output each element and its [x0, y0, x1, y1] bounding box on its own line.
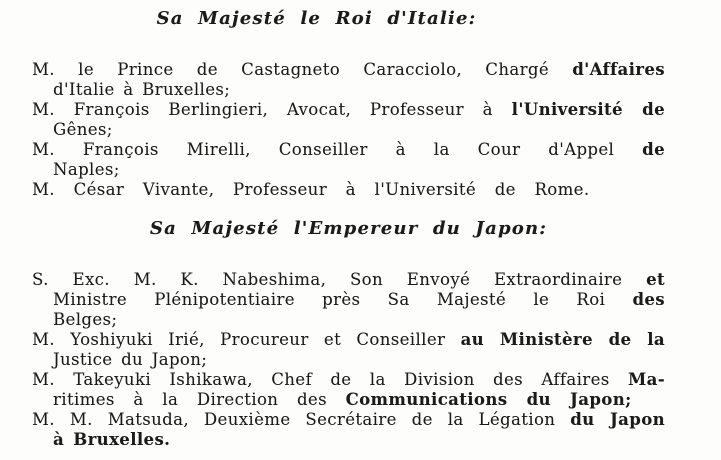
delegate-line: [32, 180, 665, 200]
delegate-line: [32, 370, 665, 390]
line-text: M. M. Matsuda, Deuxième Secrétaire de la Légation: [32, 410, 571, 429]
line-text-bold: de: [642, 140, 665, 159]
delegate-line: [32, 270, 665, 290]
line-text: M. François Mirelli, Conseiller à la Cour d'Appel: [32, 140, 643, 159]
delegate-line: [32, 410, 665, 430]
delegate-line: [32, 160, 665, 180]
line-text-bold: des: [632, 290, 665, 309]
line-text: M. François Berlingieri, Avocat, Professeur à: [32, 100, 512, 119]
line-text: Gênes;: [53, 120, 113, 139]
line-text-bold: à Bruxelles.: [53, 430, 171, 449]
line-text: Ministre Plénipotentiaire près Sa Majesté le Roi: [53, 290, 633, 309]
delegate-line: [32, 80, 665, 100]
delegates-list-italy: [32, 60, 665, 200]
text-column: [32, 0, 665, 450]
line-text: M. César Vivante, Professeur à l'Université de Rome.: [32, 180, 590, 199]
delegate-line: [32, 100, 665, 120]
delegate-line: [32, 390, 665, 410]
section-heading-japan: Sa Majesté l'Empereur du Japon:: [149, 218, 548, 239]
delegate-line: [32, 120, 665, 140]
line-text: S. Exc. M. K. Nabeshima, Son Envoyé Extraordinaire: [32, 270, 647, 289]
delegates-list-japan: [32, 270, 665, 450]
line-text: Belges;: [53, 310, 118, 329]
line-text-bold: au Ministère de la: [460, 330, 666, 349]
delegate-line: [32, 350, 665, 370]
delegate-line: [32, 430, 665, 450]
line-text: Justice du Japon;: [53, 350, 208, 369]
line-text-bold: Ma-: [627, 370, 665, 389]
section-heading-italy: Sa Majesté le Roi d'Italie:: [156, 8, 477, 29]
delegate-line: [32, 330, 665, 350]
line-text: d'Italie à Bruxelles;: [53, 80, 231, 99]
line-text: M. le Prince de Castagneto Caracciolo, Chargé: [32, 60, 573, 79]
delegate-line: [32, 140, 665, 160]
delegate-line: [32, 290, 665, 310]
delegate-line: [32, 310, 665, 330]
line-text-bold: d'Affaires: [572, 60, 665, 79]
delegate-line: [32, 60, 665, 80]
line-text-bold: et: [646, 270, 665, 289]
line-text: Naples;: [53, 160, 120, 179]
line-text-bold: Communications du Japon;: [345, 390, 632, 409]
line-text-bold: du Japon: [570, 410, 665, 429]
line-text: M. Takeyuki Ishikawa, Chef de la Division des Affaires: [32, 370, 628, 389]
line-text: ritimes à la Direction des: [53, 390, 346, 409]
line-text: M. Yoshiyuki Irié, Procureur et Conseiller: [32, 330, 461, 349]
line-text-bold: l'Université de: [511, 100, 665, 119]
